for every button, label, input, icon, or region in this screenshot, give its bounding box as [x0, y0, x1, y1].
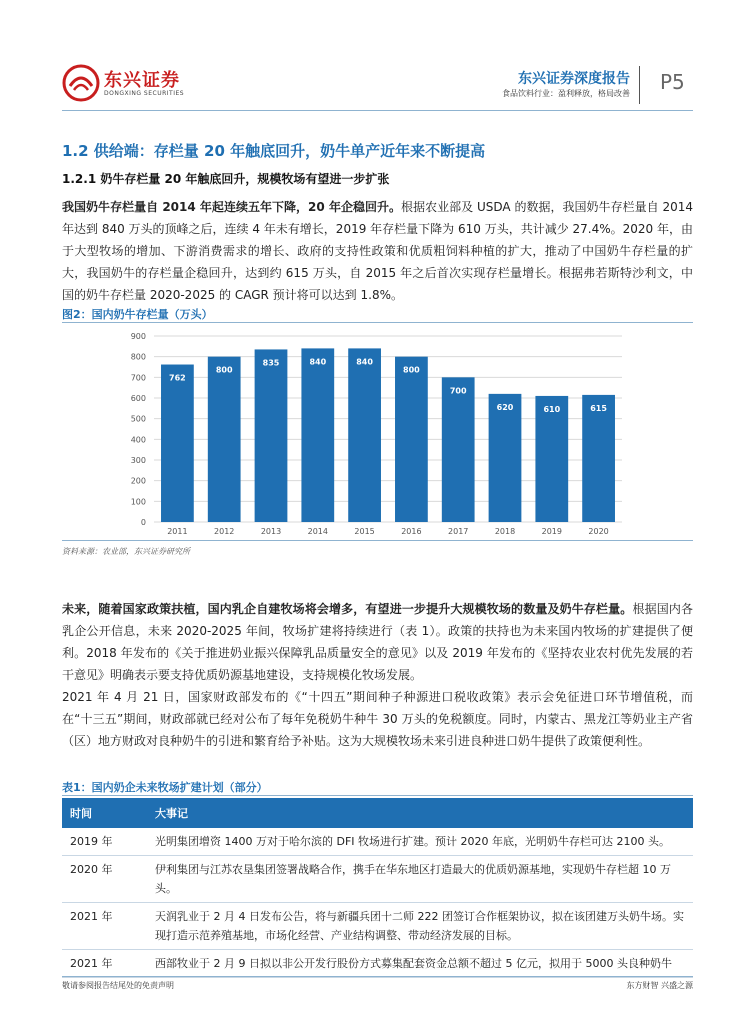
- table-row: [62, 856, 693, 903]
- y-tick-label: 600: [130, 394, 146, 403]
- subsection-heading: 1.2.1 奶牛存栏量 20 年触底回升，规模牧场有望进一步扩张: [62, 172, 390, 186]
- y-tick-label: 400: [130, 435, 146, 445]
- x-tick-label: 2011: [167, 527, 188, 536]
- paragraph-2-lead: 未来，随着国家政策扶植，国内乳企自建牧场将会增多，有望进一步提升大规模牧场的数量及奶牛存栏量。: [62, 602, 633, 616]
- y-tick-label: 800: [130, 352, 146, 362]
- table-row: [62, 950, 693, 978]
- data-label: 835: [262, 358, 280, 368]
- paragraph-2-body: 根据国内各乳企公开信息，未来 2020-2025 年间，牧场扩建将持续进行（表 1）。政策的扶持也为未来国内牧场的扩建提供了便利。2018 年发布的《关于推进奶业振兴保障乳品质量安全的意见》以及 2019 年发布的《坚持农业农村优先发展的若干意见》明确表示要支持优质奶源基地建设，支持规模化牧场发展。: [62, 602, 693, 682]
- table-cell-event: 光明集团增资 1400 万对于哈尔滨的 DFI 牧场进行扩建。预计 2020 年底，光明奶牛存栏可达 2100 头。: [147, 828, 693, 856]
- x-tick-label: 2014: [307, 527, 328, 536]
- report-title: 东兴证券深度报告: [518, 71, 630, 87]
- table-cell-year: 2021 年: [62, 950, 147, 978]
- table-row: [62, 903, 693, 950]
- page-header: [0, 0, 755, 110]
- x-tick-label: 2017: [448, 527, 469, 536]
- paragraph-1-body: 根据农业部及 USDA 的数据，我国奶牛存栏量自 2014 年达到 840 万头的顶峰之后，连续 4 年未有增长，2019 年存栏量下降为 610 万头，共计减少 27.4%。2020 年，由于大型牧场的增加、下游消费需求的增长、政府的支持性政策和优质粗饲料种植的扩大，推动了中国奶牛存栏量的扩大，我国奶牛的存栏量企稳回升，达到约 615 万头，自 2015 年之后首次实现存栏量增长。根据弗若斯特沙利文，中国的奶牛存栏量 2020-2025 的 CAGR 预计将可以达到 1.8%。: [62, 200, 693, 302]
- y-tick-label: 300: [130, 456, 146, 465]
- header-rule: [62, 110, 693, 111]
- y-tick-label: 500: [130, 414, 146, 424]
- bar: [489, 394, 522, 522]
- table-header-year: 时间: [62, 798, 147, 828]
- bar: [208, 357, 241, 522]
- y-tick-label: 200: [130, 476, 146, 486]
- figure-bottom-rule: [62, 540, 693, 541]
- bar: [161, 365, 194, 522]
- header-divider: [639, 66, 640, 104]
- data-label: 620: [496, 402, 514, 412]
- figure-top-rule: [62, 322, 693, 323]
- y-tick-label: 900: [130, 332, 146, 341]
- table-cell-event: 西部牧业于 2 月 9 日拟以非公开发行股份方式募集配套资金总额不超过 5 亿元，拟用于 5000 头良种奶牛: [147, 950, 693, 978]
- brand-name-cn: 东兴证券: [104, 70, 180, 91]
- data-label: 840: [356, 357, 373, 367]
- bar: [442, 377, 475, 522]
- paragraph-3-body: 2021 年 4 月 21 日，国家财政部发布的《“十四五”期间种子种源进口税收政策》表示会免征进口环节增值税，而在“十三五”期间，财政部就已经对公布了每年免税奶牛种牛 30 万头的免税额度。同时，内蒙古、黑龙江等奶业主产省（区）地方财政对良种奶牛的引进和繁育给予补贴。这为大规模牧场未来引进良种进口奶牛提供了政策便利性。: [62, 690, 693, 748]
- data-label: 800: [403, 365, 420, 375]
- paragraph-1: [62, 196, 693, 306]
- figure-source: 资料来源：农业部，东兴证券研究所: [62, 547, 190, 556]
- paragraph-1-lead: 我国奶牛存栏量自 2014 年起连续五年下降，20 年企稳回升。: [62, 200, 402, 214]
- bar: [395, 357, 428, 522]
- page-number: P5: [660, 70, 685, 94]
- figure-caption: 图2：国内奶牛存栏量（万头）: [62, 308, 213, 321]
- y-tick-label: 700: [130, 373, 146, 383]
- data-label: 700: [449, 386, 467, 396]
- table-header-event: 大事记: [147, 798, 693, 828]
- brand-name-en: DONGXING SECURITIES: [104, 90, 185, 97]
- bar: [301, 348, 334, 522]
- data-label: 615: [590, 403, 607, 413]
- footer-disclaimer: 敬请参阅报告结尾处的免责声明: [62, 981, 174, 990]
- table-top-rule: [62, 795, 693, 796]
- x-tick-label: 2020: [588, 527, 609, 536]
- table-cell-year: 2020 年: [62, 856, 147, 903]
- x-tick-label: 2013: [260, 527, 282, 536]
- x-tick-label: 2015: [354, 527, 375, 536]
- y-tick-label: 0: [140, 518, 146, 527]
- dairy-cow-inventory-chart: [62, 324, 693, 538]
- bar: [348, 348, 381, 522]
- table-cell-year: 2021 年: [62, 903, 147, 950]
- data-label: 800: [215, 365, 233, 375]
- data-label: 762: [169, 373, 186, 383]
- bar: [582, 395, 615, 522]
- x-tick-label: 2012: [214, 527, 235, 536]
- data-label: 840: [309, 357, 327, 367]
- paragraph-3: [62, 686, 693, 752]
- table-cell-event: 天润乳业于 2 月 4 日发布公告，将与新疆兵团十二师 222 团签订合作框架协议，拟在该团建万头奶牛场。实现打造示范养殖基地，市场化经营、产业结构调整、带动经济发展的目标。: [147, 903, 693, 950]
- bar: [255, 349, 288, 522]
- report-subtitle: 食品饮料行业：盈利释放，格局改善: [502, 89, 630, 98]
- bar: [535, 396, 568, 522]
- x-tick-label: 2016: [401, 527, 422, 536]
- y-tick-label: 100: [130, 497, 146, 507]
- table-caption: 表1：国内奶企未来牧场扩建计划（部分）: [62, 781, 268, 794]
- table-header-row: [62, 798, 693, 828]
- footer-slogan: 东方财智 兴盛之源: [626, 981, 693, 990]
- section-heading: 1.2 供给端：存栏量 20 年触底回升，奶牛单产近年来不断提高: [62, 142, 486, 160]
- table-cell-year: 2019 年: [62, 828, 147, 856]
- table-cell-event: 伊利集团与江苏农垦集团签署战略合作，携手在华东地区打造最大的优质奶源基地，实现奶牛存栏超 10 万头。: [147, 856, 693, 903]
- footer-rule: [62, 976, 693, 977]
- brand-logo-icon: [62, 64, 100, 102]
- paragraph-2: [62, 598, 693, 686]
- x-tick-label: 2019: [541, 527, 562, 536]
- table-row: [62, 828, 693, 856]
- data-label: 610: [543, 404, 561, 414]
- x-tick-label: 2018: [494, 527, 516, 536]
- expansion-plan-table: [62, 798, 693, 978]
